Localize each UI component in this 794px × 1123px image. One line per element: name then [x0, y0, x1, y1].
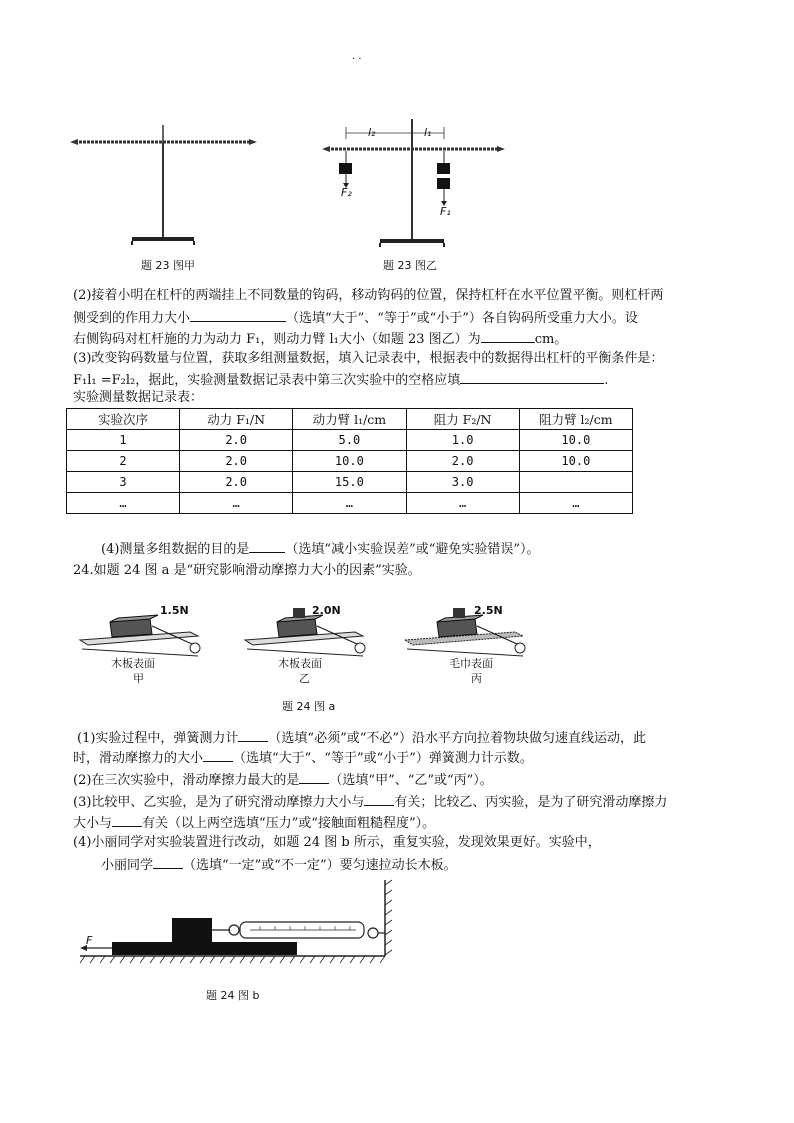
fig24a-force-jia: 1.5N — [160, 604, 189, 617]
record-table — [66, 408, 633, 514]
table-row — [67, 451, 633, 472]
fig23-jia-caption: 题 23 图甲 — [141, 259, 195, 272]
q24-1-line2 — [73, 747, 533, 769]
fig23-l2-label: l₂ — [368, 126, 376, 139]
table-cell: 10.0 — [519, 430, 632, 451]
q24-2-line — [73, 769, 493, 791]
q24-2-text: （选填“甲”、“乙”或“丙”）。 — [329, 773, 493, 788]
table-row — [67, 430, 633, 451]
table-cell: 2 — [67, 451, 180, 472]
fig24a-label-yi: 乙 — [299, 672, 310, 685]
answer-blank[interactable] — [481, 328, 535, 343]
q24-4-text: 小丽同学 — [101, 858, 154, 873]
answer-blank[interactable] — [364, 791, 394, 806]
q23-4-text: (4)测量多组数据的目的是 — [101, 542, 250, 557]
answer-blank[interactable] — [299, 769, 329, 784]
q23-2-text: cm。 — [534, 332, 568, 347]
table-cell: 2.0 — [180, 472, 293, 493]
q23-2-line3 — [73, 328, 567, 350]
fig24a-label-jia: 甲 — [133, 672, 144, 685]
table-cell: 1 — [67, 430, 180, 451]
fig23-f1-label: F₁ — [440, 205, 451, 218]
fig24b-caption: 题 24 图 b — [206, 989, 260, 1002]
q23-2-line2 — [73, 307, 638, 329]
q24-4-line1: (4)小丽同学对实验装置进行改动，如题 24 图 b 所示，重复实验，发现效果更好。实验中， — [73, 835, 601, 850]
fig23-l1-label: l₁ — [424, 126, 432, 139]
table-cell-empty[interactable] — [519, 472, 632, 493]
table-cell: … — [406, 493, 519, 514]
table-row — [67, 472, 633, 493]
q24-4-text: （选填“一定”或“不一定”）要匀速拉动长木板。 — [183, 858, 457, 873]
q24-3-text: 有关；比较乙、丙实验，是为了研究滑动摩擦力 — [394, 795, 668, 810]
answer-blank[interactable] — [249, 538, 285, 553]
q24-3-text: (3)比较甲、乙实验，是为了研究滑动摩擦力大小与 — [73, 795, 365, 810]
answer-blank[interactable] — [238, 727, 268, 742]
answer-blank[interactable] — [203, 747, 233, 762]
table-cell: 3.0 — [406, 472, 519, 493]
table-cell: … — [67, 493, 180, 514]
fig24a-surface-bing: 毛巾表面 — [449, 657, 493, 670]
table-cell: 2.0 — [180, 430, 293, 451]
q23-4-text: （选填“减小实验误差”或“避免实验错误”）。 — [285, 542, 540, 557]
table-cell: 15.0 — [293, 472, 406, 493]
table-cell: … — [519, 493, 632, 514]
q23-3-line3: 实验测量数据记录表： — [73, 390, 204, 405]
q24-1-text: （选填“必须”或“不必”）沿水平方向拉着物块做匀速直线运动，此 — [268, 731, 647, 746]
table-header: 阻力臂 l₂/cm — [519, 409, 632, 430]
q24-1-text: 时，滑动摩擦力的大小 — [73, 751, 204, 766]
q24-4-line2 — [101, 854, 457, 876]
table-cell: 10.0 — [293, 451, 406, 472]
table-cell: … — [293, 493, 406, 514]
table-header: 动力 F₁/N — [180, 409, 293, 430]
q23-3-text: . — [604, 373, 609, 388]
q24-1-text: (1)实验过程中，弹簧测力计 — [77, 731, 239, 746]
fig23-f2-label: F₂ — [341, 186, 352, 199]
q23-3-text: F₁l₁ =F₂l₂，据此，实验测量数据记录表中第三次实验中的空格应填 — [73, 373, 461, 388]
fig24a-caption: 题 24 图 a — [282, 700, 336, 713]
q24-3-text: 有关（以上两空选填“压力”或“接触面粗糙程度”）。 — [142, 816, 436, 831]
fig23-yi-caption: 题 23 图乙 — [383, 259, 437, 272]
answer-blank[interactable] — [153, 854, 183, 869]
q24-2-text: (2)在三次实验中，滑动摩擦力最大的是 — [73, 773, 300, 788]
answer-blank[interactable] — [190, 307, 286, 322]
table-header: 动力臂 l₁/cm — [293, 409, 406, 430]
q24-3-line2 — [73, 812, 435, 834]
fig24b — [80, 880, 400, 970]
q23-2-line1: (2)接着小明在杠杆的两端挂上不同数量的钩码，移动钩码的位置，保持杠杆在水平位置平衡。则杠杆两 — [73, 288, 664, 303]
q24-3-text: 大小与 — [73, 816, 113, 831]
table-cell: … — [180, 493, 293, 514]
table-cell: 10.0 — [519, 451, 632, 472]
table-header: 阻力 F₂/N — [406, 409, 519, 430]
table-cell: 2.0 — [406, 451, 519, 472]
table-cell: 1.0 — [406, 430, 519, 451]
table-cell: 2.0 — [180, 451, 293, 472]
fig24a-surface-yi: 木板表面 — [278, 657, 322, 670]
table-row — [67, 493, 633, 514]
q23-4-line — [101, 538, 540, 560]
table-header-row — [67, 409, 633, 430]
q23-3-line1: (3)改变钩码数量与位置，获取多组测量数据，填入记录表中，根据表中的数据得出杠杆的平衡条件是： — [73, 351, 664, 366]
fig23-yi — [322, 115, 507, 255]
fig24b-force-label: F — [86, 934, 93, 947]
fig24a-force-bing: 2.5N — [474, 604, 503, 617]
q23-2-text: （选填“大于”、“等于”或“小于”）各自钩码所受重力大小。设 — [286, 311, 638, 326]
fig24a-surface-jia: 木板表面 — [111, 657, 155, 670]
fig23-jia — [70, 115, 260, 255]
answer-blank[interactable] — [112, 812, 142, 827]
q23-2-text: 右侧钩码对杠杆施的力为动力 F₁，则动力臂 l₁大小（如题 23 图乙）为 — [73, 332, 481, 347]
q24-intro: 24.如题 24 图 a 是“研究影响滑动摩擦力大小的因素”实验。 — [73, 563, 421, 578]
q24-3-line1 — [73, 791, 667, 813]
q24-1-text: （选填“大于”、“等于”或“小于”）弹簧测力计示数。 — [233, 751, 533, 766]
answer-blank[interactable] — [460, 369, 604, 384]
table-cell: 3 — [67, 472, 180, 493]
table-cell: 5.0 — [293, 430, 406, 451]
header-marks: · · — [352, 54, 362, 65]
fig24a-label-bing: 丙 — [471, 672, 482, 685]
q23-2-text: 侧受到的作用力大小 — [73, 311, 191, 326]
fig24a-force-yi: 2.0N — [312, 604, 341, 617]
q24-1-line1 — [77, 727, 646, 749]
table-header: 实验次序 — [67, 409, 180, 430]
